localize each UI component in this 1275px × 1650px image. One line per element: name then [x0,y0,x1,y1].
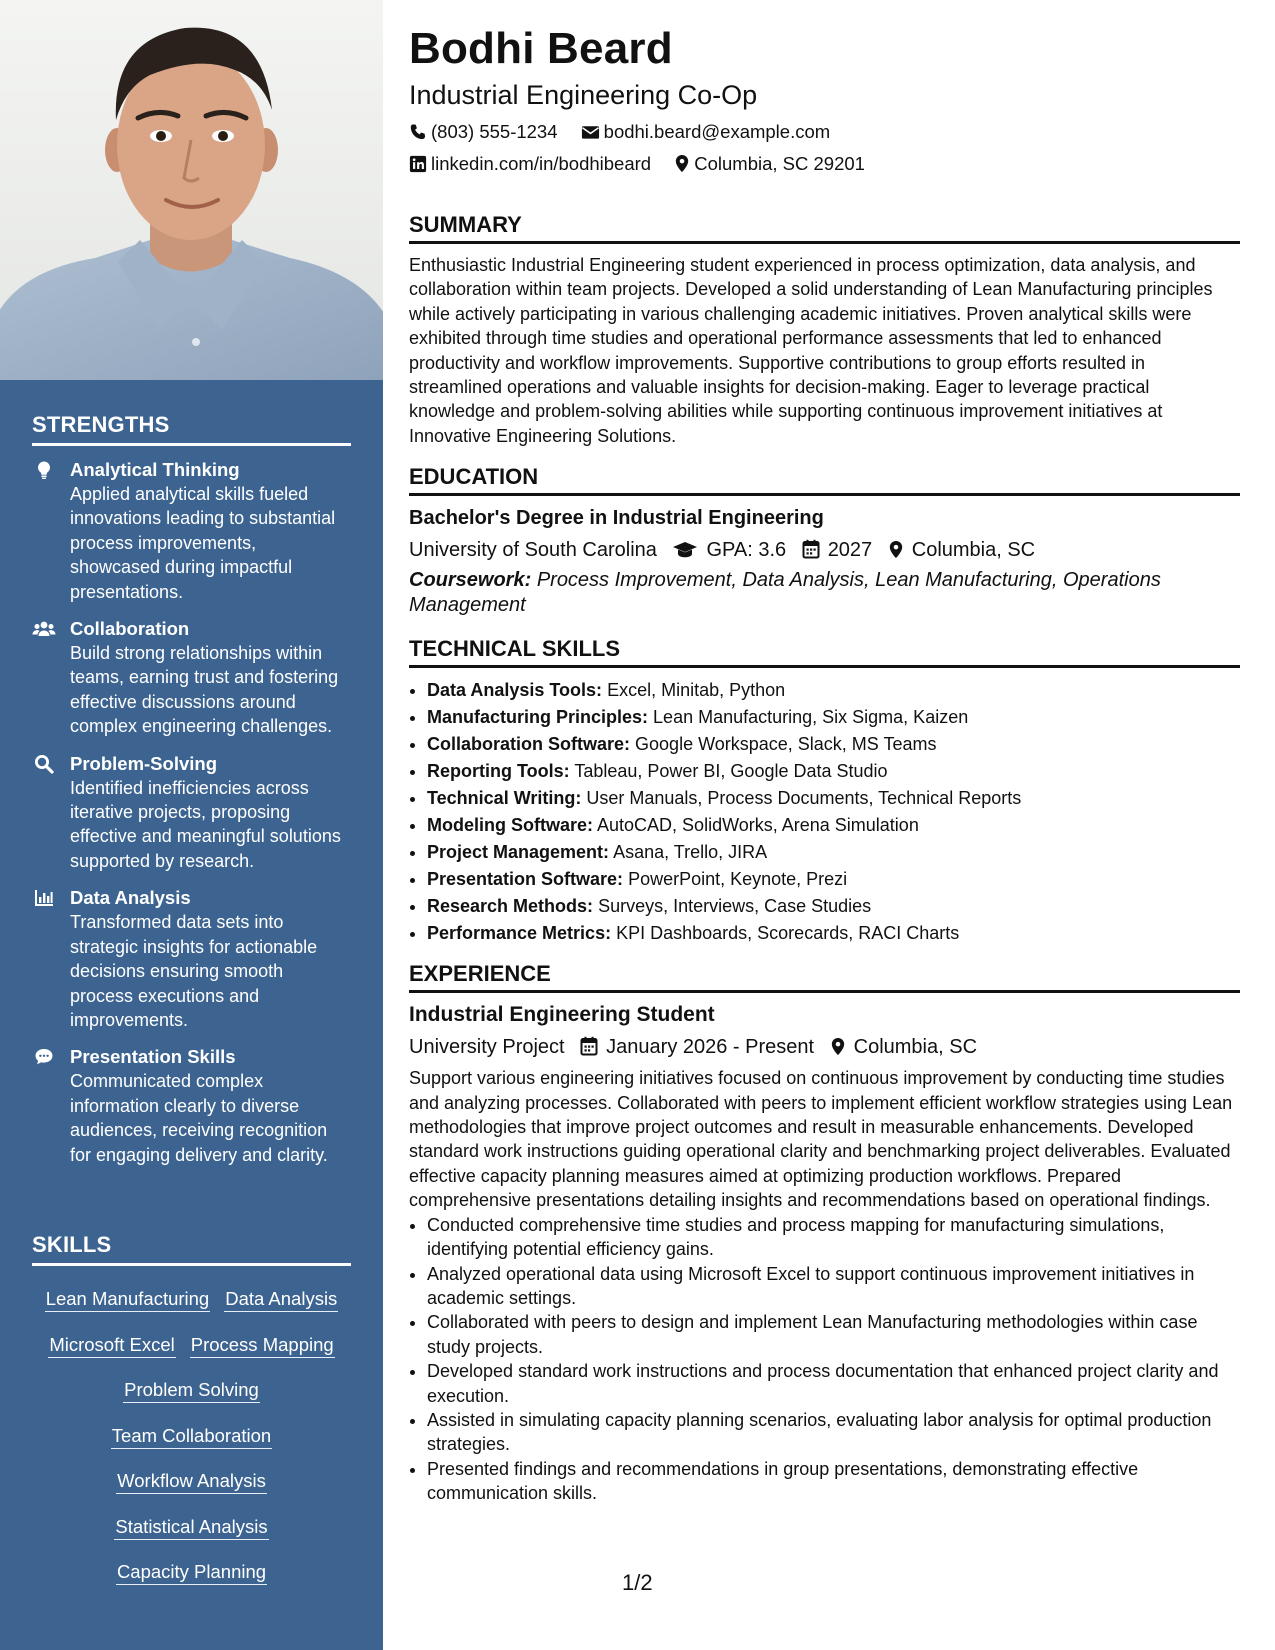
experience-meta [409,1032,1240,1062]
profile-photo [0,0,383,380]
skill-category: Modeling Software: [427,815,593,836]
skill-category: Data Analysis Tools: [427,680,603,701]
skill-chip: Process Mapping [190,1333,335,1358]
experience-bullets [409,1213,1240,1506]
location-text: Columbia, SC 29201 [694,153,865,174]
location-contact [674,148,865,180]
skill-values: KPI Dashboards, Scorecards, RACI Charts [616,923,960,944]
speech-bubble-icon [34,1047,54,1067]
list-item [427,731,1240,758]
strength-name: Presentation Skills [70,1046,236,1068]
school-name: University of South Carolina [409,539,657,562]
education-location [888,539,1035,561]
technical-skills-list [409,677,1240,947]
experience-location-text: Columbia, SC [853,1036,978,1059]
technical-skills-heading: TECHNICAL SKILLS [409,636,1240,668]
skill-values: Lean Manufacturing, Six Sigma, Kaizen [653,707,969,728]
strength-name: Problem-Solving [70,752,217,774]
phone-contact[interactable] [409,116,558,148]
strength-description: Build strong relationships within teams, earning trust and fostering effective discussions around complex engineering challenges. [70,643,339,737]
dates-text: January 2026 - Present [606,1036,815,1059]
email-contact[interactable] [581,116,831,148]
list-item: • Conducted comprehensive time studies and process mapping for manufacturing simulations, identifying potential efficiency gains. [427,1213,1240,1262]
strength-item [32,752,351,874]
skills-chips [32,1276,351,1595]
skill-category: Reporting Tools: [427,761,570,782]
experience-org: University Project [409,1036,565,1059]
gpa [672,539,786,561]
list-item [427,812,1240,839]
skill-category: Collaboration Software: [427,734,631,755]
skills-section [32,1232,351,1595]
summary-text: Enthusiastic Industrial Engineering student experienced in process optimization, data analysis, and collaboration within team projects. Developed a solid understanding of Lean Manufacturing principles while actively participating in various challenging academic initiatives. Proven analytical skills were exhibited through time studies and operational performance assessments that led to enhanced productivity and workflow improvements. Supportive contributions to group efforts resulted in streamlined operations and valuable insights for decision-making. Eager to leverage practical knowledge and problem-solving abilities while supporting continuous improvement initiatives at Innovative Engineering Solutions. [409,255,1213,446]
summary-heading: SUMMARY [409,212,1240,244]
portrait-illustration [0,0,383,380]
degree-title: Bachelor's Degree in Industrial Engineering [409,507,824,530]
education-location-text: Columbia, SC [911,539,1036,562]
graduation-year [802,539,873,561]
skill-chip: Lean Manufacturing [45,1287,211,1312]
year-text: 2027 [827,539,873,562]
envelope-icon [581,123,600,141]
skill-chip: Workflow Analysis [116,1469,267,1494]
contact-info [409,116,1240,180]
linkedin-icon [409,155,427,173]
list-item: • Collaborated with peers to design and implement Lean Manufacturing methodologies within case study projects. [427,1310,1240,1359]
technical-skills-section [409,636,1240,947]
list-item [427,893,1240,920]
map-pin-icon [888,540,904,559]
strength-item [32,886,351,1032]
list-item [427,785,1240,812]
calendar-icon [580,1036,598,1056]
summary-section [409,212,1240,448]
job-title: Industrial Engineering Co-Op [409,80,758,110]
coursework-label: Coursework: [409,569,532,592]
education-section [409,464,1240,617]
experience-section [409,961,1240,1505]
education-heading: EDUCATION [409,464,1240,496]
calendar-icon [802,539,820,559]
coursework [409,568,1240,617]
skill-category: Manufacturing Principles: [427,707,649,728]
skill-category: Project Management: [427,842,610,863]
map-pin-icon [830,1037,846,1056]
phone-icon [409,123,427,141]
strength-description: Transformed data sets into strategic insights for actionable decisions ensuring smooth process executions and improvements. [70,912,318,1030]
list-item: • Assisted in simulating capacity planning scenarios, evaluating labor analysis for optimal production strategies. [427,1408,1240,1457]
skill-values: Asana, Trello, JIRA [613,842,768,863]
list-item [427,866,1240,893]
search-icon [34,754,54,774]
lightbulb-icon [34,460,54,480]
strength-description: Applied analytical skills fueled innovations leading to substantial process improvements, showcased during impactful presentations. [70,484,336,602]
graduation-cap-icon [672,541,698,559]
map-pin-icon [674,154,690,173]
strength-item [32,617,351,739]
experience-dates [580,1036,814,1058]
skill-values: Excel, Minitab, Python [607,680,786,701]
skill-chip: Capacity Planning [116,1560,267,1585]
page-number: 1/2 [622,1570,653,1595]
list-item [427,704,1240,731]
strengths-section [32,412,351,1180]
skill-category: Research Methods: [427,896,594,917]
users-icon [32,619,56,639]
list-item: • Analyzed operational data using Microsoft Excel to support continuous improvement initiatives in academic settings. [427,1262,1240,1311]
skill-values: AutoCAD, SolidWorks, Arena Simulation [597,815,919,836]
skill-values: Surveys, Interviews, Case Studies [598,896,872,917]
list-item [427,758,1240,785]
email-text: bodhi.beard@example.com [603,121,831,142]
strength-description: Communicated complex information clearly to diverse audiences, receiving recognition for engaging delivery and clarity. [70,1071,328,1165]
strength-item [32,458,351,604]
strength-name: Analytical Thinking [70,459,240,480]
linkedin-text: linkedin.com/in/bodhibeard [431,153,652,174]
skill-category: Performance Metrics: [427,923,612,944]
gpa-text: GPA: 3.6 [706,539,787,562]
skill-values: PowerPoint, Keynote, Prezi [628,869,848,890]
experience-description: Support various engineering initiatives focused on continuous improvement by conducting time studies and analyzing processes. Collaborated with peers to implement efficient workflow strategies using Lean methodologies that improve project outcomes and result in measurable enhancements. Developed standard work instructions guiding operational clarity and benchmarking project deliverables. Evaluated effective capacity planning measures aimed at optimizing production workflows. Prepared comprehensive presentations detailing insights and recommendations based on operational findings. [409,1068,1233,1211]
skill-chip: Statistical Analysis [114,1515,268,1540]
experience-location [830,1036,977,1058]
experience-heading: EXPERIENCE [409,961,1240,993]
skill-values: Tableau, Power BI, Google Data Studio [574,761,888,782]
skill-chip: Microsoft Excel [48,1333,175,1358]
bar-chart-icon [34,888,54,908]
phone-text: (803) 555-1234 [431,121,558,142]
skill-values: User Manuals, Process Documents, Technical Reports [586,788,1022,809]
strength-name: Collaboration [70,618,190,640]
list-item [427,839,1240,866]
strength-item [32,1045,351,1167]
main-content [409,20,1240,1506]
skills-heading: SKILLS [32,1232,351,1266]
experience-role: Industrial Engineering Student [409,1003,715,1027]
skill-chip: Team Collaboration [111,1424,272,1449]
skill-values: Google Workspace, Slack, MS Teams [635,734,937,755]
sidebar [0,0,383,1650]
skill-category: Presentation Software: [427,869,624,890]
list-item: • Developed standard work instructions and process documentation that enhanced project clarity and execution. [427,1359,1240,1408]
candidate-name: Bodhi Beard [409,24,673,73]
list-item [427,677,1240,704]
strengths-heading: STRENGTHS [32,412,351,446]
list-item [427,920,1240,947]
coursework-text: Process Improvement, Data Analysis, Lean Manufacturing, Operations Management [409,569,1161,616]
strength-name: Data Analysis [70,887,191,909]
education-meta [409,535,1240,565]
strength-description: Identified inefficiencies across iterative projects, proposing effective and meaningful solutions supported by research. [70,777,341,871]
list-item: • Presented findings and recommendations in group presentations, demonstrating effective communication skills. [427,1457,1240,1506]
skill-category: Technical Writing: [427,788,582,809]
skill-chip: Problem Solving [123,1378,260,1403]
linkedin-contact[interactable] [409,148,651,180]
skill-chip: Data Analysis [224,1287,338,1312]
